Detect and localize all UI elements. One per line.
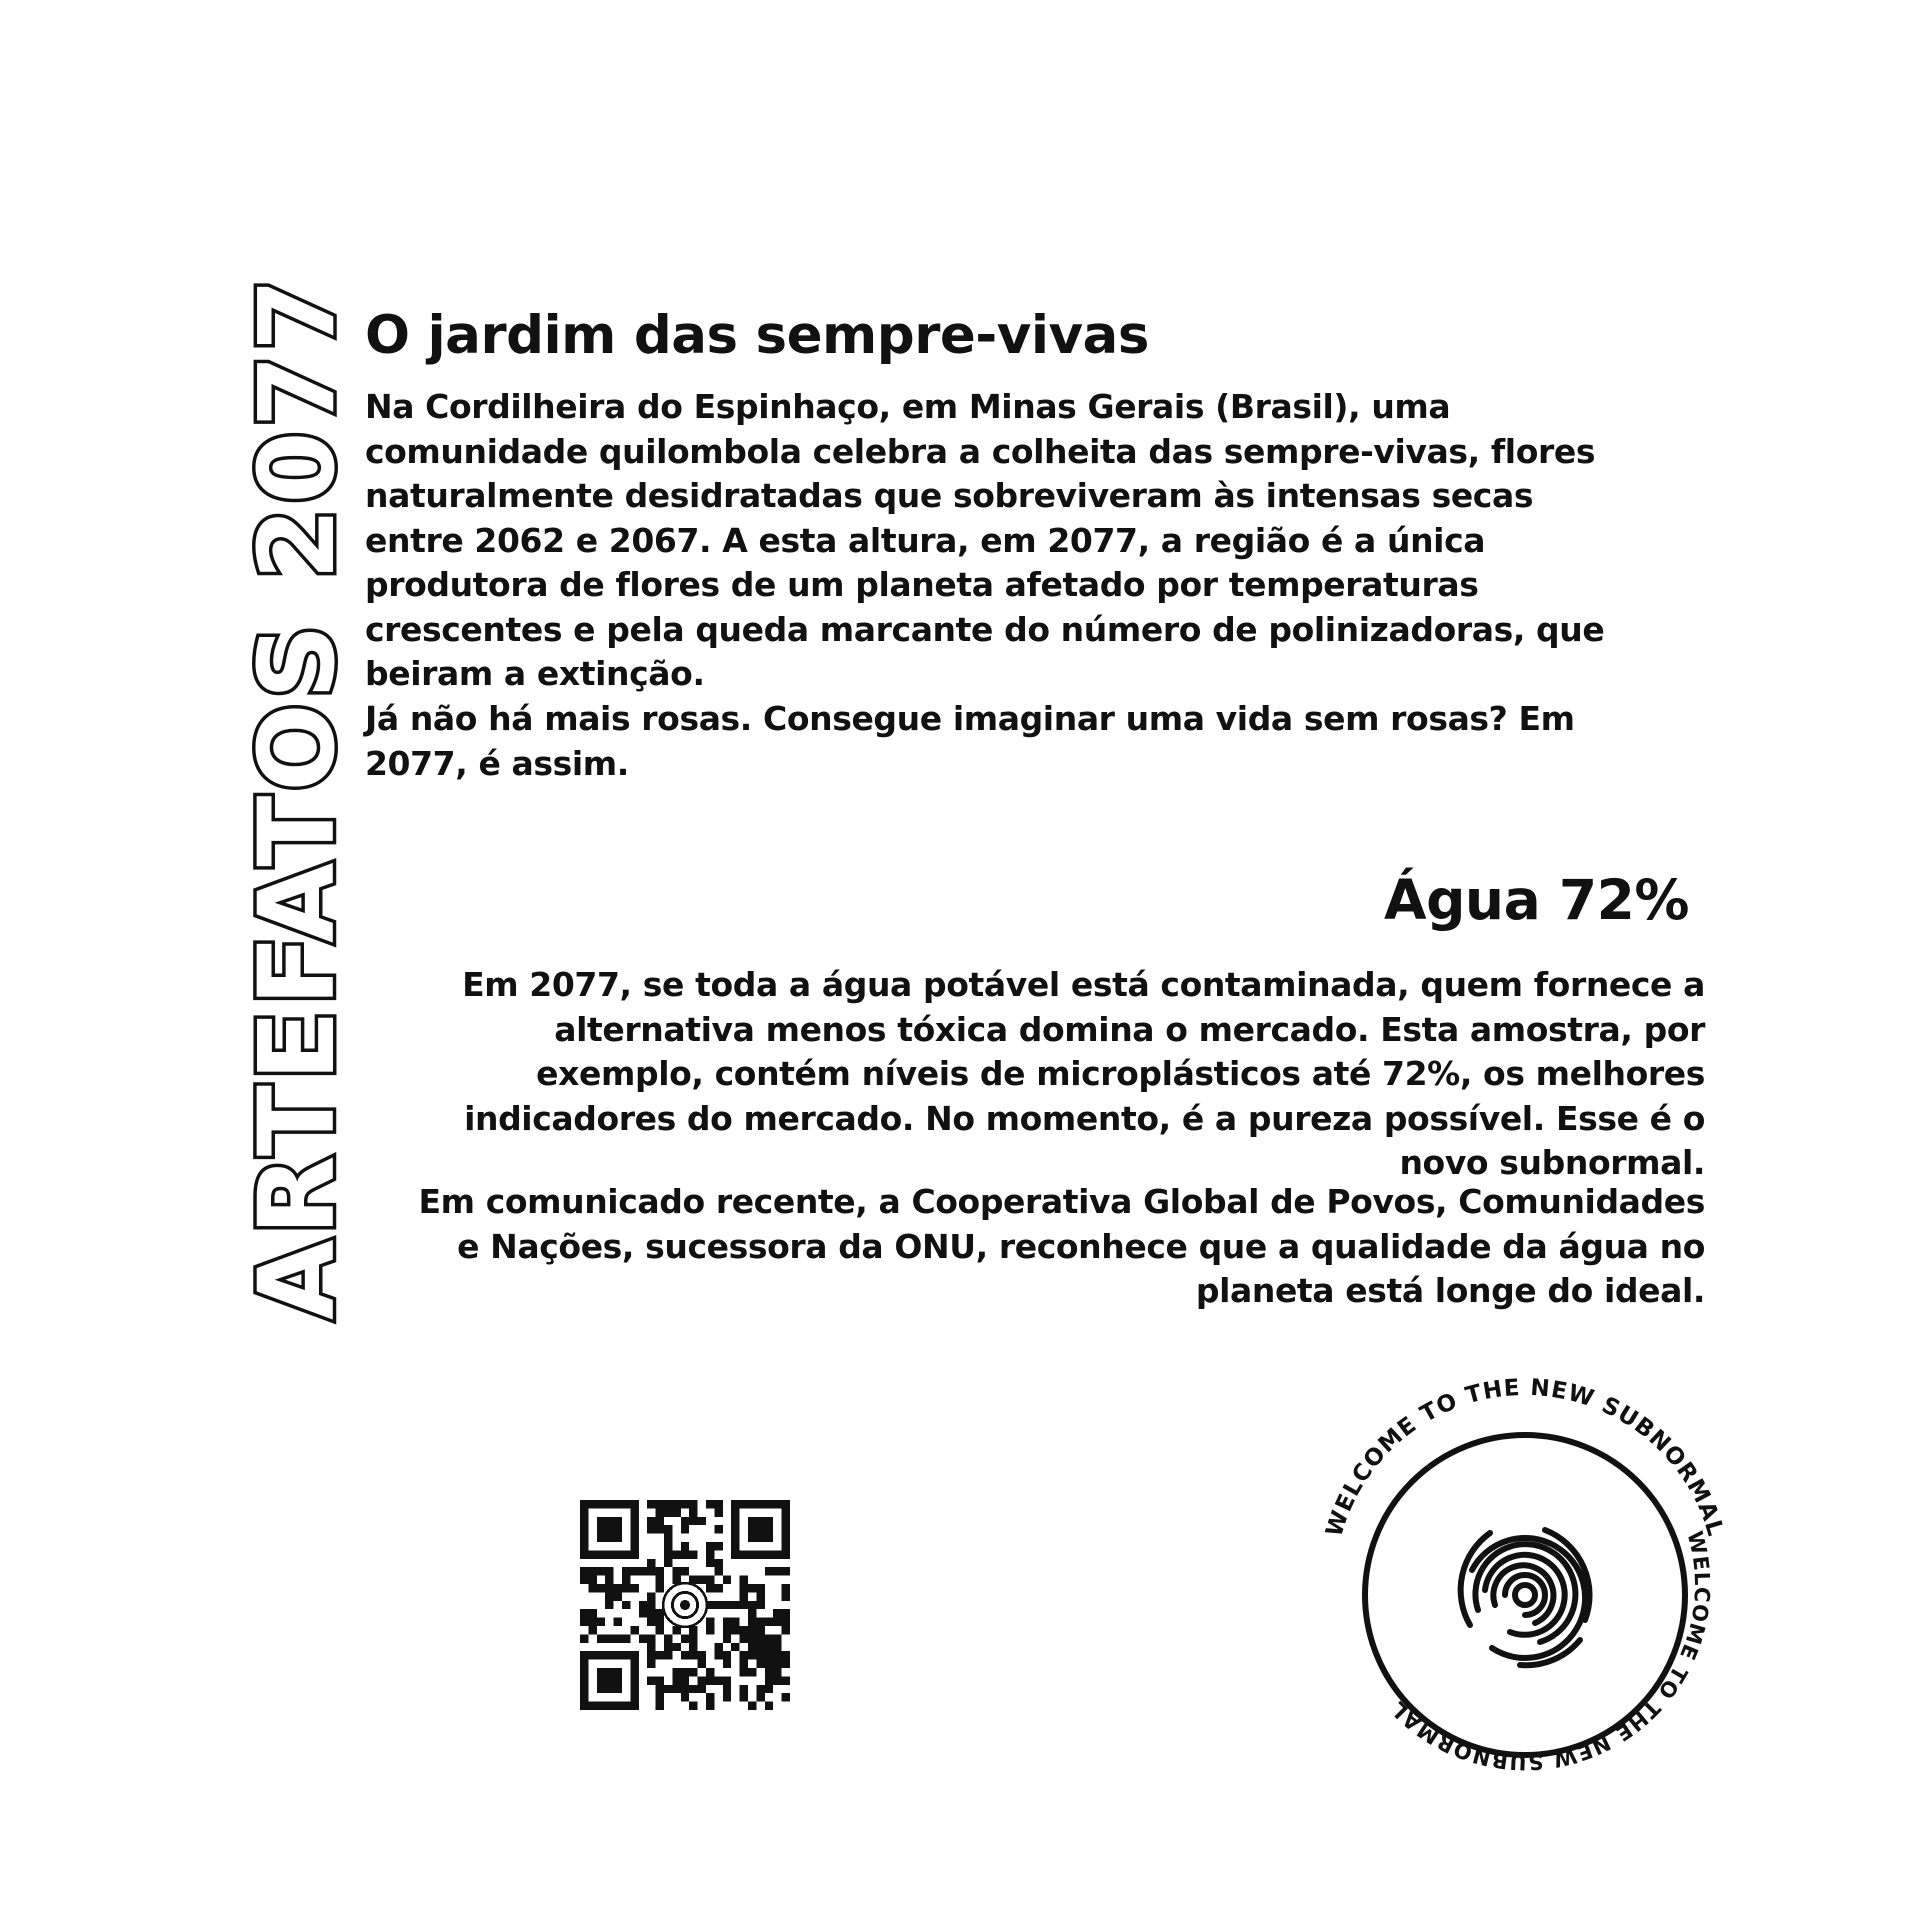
qr-module bbox=[748, 1668, 756, 1676]
qr-module bbox=[773, 1567, 781, 1575]
qr-module bbox=[681, 1542, 689, 1550]
qr-module bbox=[681, 1567, 689, 1575]
qr-module bbox=[656, 1618, 664, 1626]
qr-module bbox=[647, 1601, 655, 1609]
qr-module bbox=[782, 1651, 790, 1659]
qr-module bbox=[664, 1525, 672, 1533]
qr-module bbox=[630, 1584, 638, 1592]
qr-module bbox=[672, 1685, 680, 1693]
seal-text-top: WELCOME TO THE NEW SUBNORMAL bbox=[1321, 1374, 1729, 1540]
qr-module bbox=[714, 1651, 722, 1659]
qr-module bbox=[756, 1626, 764, 1634]
qr-module bbox=[647, 1517, 655, 1525]
paragraph-agua-1: Em 2077, se toda a água potável está contaminada, quem fornece a alternativa menos tóxica domina o mercado. Esta amostra, por exemplo, contém níveis de microplásticos até 72%, os melhores indicadores do mercado. No momento, é a pureza possível. Esse é o novo subnormal. bbox=[462, 965, 1705, 1182]
qr-module bbox=[580, 1576, 588, 1584]
qr-module bbox=[672, 1500, 680, 1508]
qr-module bbox=[740, 1693, 748, 1701]
qr-module bbox=[756, 1693, 764, 1701]
qr-module bbox=[639, 1567, 647, 1575]
qr-module bbox=[647, 1676, 655, 1684]
qr-module bbox=[765, 1618, 773, 1626]
qr-module bbox=[664, 1643, 672, 1651]
qr-module bbox=[664, 1542, 672, 1550]
qr-module bbox=[706, 1559, 714, 1567]
qr-module bbox=[723, 1651, 731, 1659]
qr-code-icon[interactable] bbox=[580, 1500, 790, 1710]
paragraph-jardim-1: Na Cordilheira do Espinhaço, em Minas Gerais (Brasil), uma comunidade quilombola celebra a colheita das sempre-vivas, flores naturalmente desidratadas que sobreviveram às intensas secas entre 2062 e 2067. A esta altura, em 2077, a região é a única produtora de flores de um planeta afetado por temperaturas crescentes e pela queda marcante do número de polinizadoras, que beiram a extinção. bbox=[365, 387, 1605, 693]
qr-module bbox=[647, 1634, 655, 1642]
qr-module bbox=[765, 1634, 773, 1642]
qr-module bbox=[672, 1643, 680, 1651]
qr-module bbox=[656, 1508, 664, 1516]
qr-module bbox=[698, 1660, 706, 1668]
qr-module bbox=[756, 1634, 764, 1642]
qr-module bbox=[748, 1584, 756, 1592]
qr-module bbox=[740, 1576, 748, 1584]
qr-module bbox=[740, 1601, 748, 1609]
qr-module bbox=[782, 1567, 790, 1575]
fingerprint-icon bbox=[1461, 1530, 1590, 1665]
qr-module bbox=[748, 1618, 756, 1626]
qr-module bbox=[740, 1685, 748, 1693]
qr-module bbox=[664, 1508, 672, 1516]
qr-module bbox=[706, 1576, 714, 1584]
qr-module bbox=[714, 1584, 722, 1592]
qr-module bbox=[773, 1634, 781, 1642]
qr-module bbox=[656, 1651, 664, 1659]
qr-module bbox=[647, 1592, 655, 1600]
qr-module bbox=[756, 1618, 764, 1626]
qr-module bbox=[647, 1643, 655, 1651]
qr-module bbox=[706, 1702, 714, 1710]
qr-module bbox=[656, 1693, 664, 1701]
qr-module bbox=[731, 1626, 739, 1634]
qr-module bbox=[639, 1634, 647, 1642]
qr-module bbox=[714, 1525, 722, 1533]
qr-module bbox=[765, 1660, 773, 1668]
qr-module bbox=[588, 1576, 596, 1584]
qr-module bbox=[723, 1660, 731, 1668]
qr-module bbox=[588, 1626, 596, 1634]
qr-module bbox=[740, 1651, 748, 1659]
qr-module bbox=[756, 1643, 764, 1651]
qr-module bbox=[773, 1643, 781, 1651]
qr-module bbox=[580, 1567, 588, 1575]
qr-module bbox=[706, 1584, 714, 1592]
qr-module bbox=[664, 1550, 672, 1558]
qr-module bbox=[656, 1685, 664, 1693]
qr-module bbox=[748, 1626, 756, 1634]
qr-module bbox=[689, 1517, 697, 1525]
qr-module bbox=[782, 1618, 790, 1626]
qr-module bbox=[605, 1567, 613, 1575]
qr-module bbox=[748, 1601, 756, 1609]
qr-module bbox=[656, 1525, 664, 1533]
qr-module bbox=[580, 1634, 588, 1642]
qr-module bbox=[706, 1626, 714, 1634]
qr-module bbox=[647, 1500, 655, 1508]
qr-module bbox=[740, 1592, 748, 1600]
qr-module bbox=[689, 1643, 697, 1651]
qr-module bbox=[748, 1651, 756, 1659]
qr-module bbox=[723, 1618, 731, 1626]
qr-module bbox=[588, 1567, 596, 1575]
qr-module bbox=[748, 1702, 756, 1710]
qr-module bbox=[656, 1517, 664, 1525]
qr-module bbox=[622, 1601, 630, 1609]
qr-module bbox=[681, 1693, 689, 1701]
qr-module bbox=[681, 1676, 689, 1684]
qr-module bbox=[664, 1651, 672, 1659]
qr-module bbox=[714, 1559, 722, 1567]
qr-module bbox=[630, 1626, 638, 1634]
qr-module bbox=[681, 1634, 689, 1642]
qr-module bbox=[681, 1668, 689, 1676]
qr-module bbox=[698, 1685, 706, 1693]
qr-module bbox=[765, 1643, 773, 1651]
qr-module bbox=[740, 1660, 748, 1668]
qr-module bbox=[639, 1601, 647, 1609]
qr-module bbox=[689, 1634, 697, 1642]
qr-module bbox=[756, 1601, 764, 1609]
qr-module bbox=[773, 1651, 781, 1659]
qr-module bbox=[681, 1550, 689, 1558]
qr-module bbox=[689, 1500, 697, 1508]
qr-module bbox=[706, 1542, 714, 1550]
qr-module bbox=[698, 1651, 706, 1659]
qr-module bbox=[580, 1618, 588, 1626]
qr-module bbox=[656, 1702, 664, 1710]
svg-text:WELCOME TO THE NEW SUBNORMAL bbox=[1321, 1375, 1728, 1540]
qr-module bbox=[740, 1584, 748, 1592]
qr-module bbox=[689, 1668, 697, 1676]
qr-module bbox=[723, 1676, 731, 1684]
qr-module bbox=[605, 1634, 613, 1642]
qr-module bbox=[681, 1685, 689, 1693]
qr-module bbox=[731, 1643, 739, 1651]
qr-module bbox=[706, 1500, 714, 1508]
subnormal-seal bbox=[1300, 1360, 1750, 1810]
qr-module bbox=[681, 1651, 689, 1659]
qr-module bbox=[782, 1584, 790, 1592]
qr-module bbox=[740, 1626, 748, 1634]
paragraph-agua-2: Em comunicado recente, a Cooperativa Global de Povos, Comunidades e Nações, sucessora da ONU, reconhece que a qualidade da água no planeta está longe do ideal. bbox=[418, 1182, 1705, 1310]
qr-module bbox=[622, 1567, 630, 1575]
qr-module bbox=[765, 1702, 773, 1710]
qr-module bbox=[588, 1609, 596, 1617]
qr-module bbox=[731, 1618, 739, 1626]
qr-module bbox=[706, 1668, 714, 1676]
qr-module bbox=[782, 1592, 790, 1600]
qr-module bbox=[756, 1660, 764, 1668]
qr-module bbox=[714, 1542, 722, 1550]
qr-module bbox=[656, 1676, 664, 1684]
qr-module bbox=[647, 1618, 655, 1626]
qr-module bbox=[698, 1517, 706, 1525]
qr-module bbox=[740, 1634, 748, 1642]
qr-module bbox=[614, 1618, 622, 1626]
qr-module bbox=[765, 1685, 773, 1693]
qr-module bbox=[765, 1567, 773, 1575]
qr-module bbox=[773, 1668, 781, 1676]
qr-module bbox=[714, 1643, 722, 1651]
qr-module bbox=[597, 1584, 605, 1592]
qr-module bbox=[714, 1601, 722, 1609]
qr-module bbox=[723, 1634, 731, 1642]
qr-module bbox=[756, 1584, 764, 1592]
qr-module bbox=[672, 1668, 680, 1676]
vertical-title: ARTEFATOS 2077 bbox=[236, 274, 358, 1320]
qr-module bbox=[614, 1634, 622, 1642]
qr-module bbox=[689, 1651, 697, 1659]
section-title-jardim: O jardim das sempre-vivas bbox=[365, 305, 1149, 366]
qr-module bbox=[706, 1550, 714, 1558]
qr-module bbox=[664, 1685, 672, 1693]
qr-module bbox=[614, 1584, 622, 1592]
qr-module bbox=[765, 1676, 773, 1684]
qr-module bbox=[765, 1651, 773, 1659]
qr-module bbox=[773, 1676, 781, 1684]
qr-module bbox=[748, 1609, 756, 1617]
qr-module bbox=[706, 1693, 714, 1701]
qr-module bbox=[773, 1660, 781, 1668]
qr-module bbox=[656, 1584, 664, 1592]
qr-module bbox=[706, 1618, 714, 1626]
qr-module bbox=[647, 1651, 655, 1659]
qr-module bbox=[681, 1517, 689, 1525]
qr-module bbox=[756, 1592, 764, 1600]
qr-module bbox=[664, 1634, 672, 1642]
qr-module bbox=[714, 1676, 722, 1684]
qr-module bbox=[782, 1676, 790, 1684]
qr-module bbox=[664, 1534, 672, 1542]
qr-module bbox=[782, 1626, 790, 1634]
qr-module bbox=[639, 1609, 647, 1617]
qr-module bbox=[605, 1592, 613, 1600]
qr-module bbox=[689, 1702, 697, 1710]
qr-module bbox=[672, 1567, 680, 1575]
qr-module bbox=[656, 1567, 664, 1575]
qr-module bbox=[706, 1676, 714, 1684]
qr-module bbox=[656, 1576, 664, 1584]
qr-module bbox=[622, 1634, 630, 1642]
qr-module bbox=[714, 1508, 722, 1516]
qr-module bbox=[723, 1576, 731, 1584]
qr-module bbox=[689, 1508, 697, 1516]
qr-module bbox=[723, 1601, 731, 1609]
qr-module bbox=[597, 1567, 605, 1575]
qr-module bbox=[756, 1651, 764, 1659]
qr-module bbox=[656, 1500, 664, 1508]
qr-module bbox=[748, 1634, 756, 1642]
qr-module bbox=[647, 1660, 655, 1668]
section-title-agua: Água 72% bbox=[1384, 868, 1689, 932]
qr-module bbox=[773, 1618, 781, 1626]
qr-module bbox=[672, 1676, 680, 1684]
qr-module bbox=[681, 1525, 689, 1533]
qr-module bbox=[588, 1584, 596, 1592]
qr-module bbox=[664, 1500, 672, 1508]
qr-module bbox=[605, 1576, 613, 1584]
qr-module bbox=[748, 1643, 756, 1651]
qr-module bbox=[723, 1693, 731, 1701]
qr-module bbox=[714, 1567, 722, 1575]
qr-module bbox=[605, 1584, 613, 1592]
qr-module bbox=[647, 1559, 655, 1567]
seal-text-bottom: WELCOME TO THE NEW SUBNORMAL bbox=[1385, 1528, 1715, 1775]
qr-module bbox=[756, 1685, 764, 1693]
qr-module bbox=[597, 1618, 605, 1626]
qr-module bbox=[647, 1567, 655, 1575]
qr-module bbox=[782, 1660, 790, 1668]
paragraph-jardim-2: Já não há mais rosas. Consegue imaginar uma vida sem rosas? Em 2077, é assim. bbox=[365, 699, 1575, 783]
qr-module bbox=[740, 1668, 748, 1676]
qr-module bbox=[689, 1685, 697, 1693]
qr-module bbox=[672, 1508, 680, 1516]
qr-module bbox=[723, 1685, 731, 1693]
qr-module bbox=[672, 1550, 680, 1558]
qr-module bbox=[698, 1576, 706, 1584]
qr-module bbox=[597, 1634, 605, 1642]
qr-module bbox=[689, 1550, 697, 1558]
qr-module bbox=[580, 1609, 588, 1617]
qr-module bbox=[588, 1618, 596, 1626]
qr-module bbox=[664, 1559, 672, 1567]
qr-module bbox=[723, 1626, 731, 1634]
qr-module bbox=[773, 1609, 781, 1617]
qr-module bbox=[714, 1500, 722, 1508]
qr-module bbox=[698, 1676, 706, 1684]
qr-module bbox=[622, 1584, 630, 1592]
qr-module bbox=[765, 1668, 773, 1676]
qr-module bbox=[681, 1500, 689, 1508]
qr-module bbox=[782, 1609, 790, 1617]
qr-module bbox=[622, 1576, 630, 1584]
qr-module bbox=[782, 1693, 790, 1701]
qr-module bbox=[614, 1592, 622, 1600]
qr-module bbox=[647, 1525, 655, 1533]
qr-module bbox=[605, 1601, 613, 1609]
qr-module bbox=[630, 1567, 638, 1575]
qr-module bbox=[647, 1609, 655, 1617]
qr-module bbox=[656, 1626, 664, 1634]
qr-module bbox=[731, 1601, 739, 1609]
